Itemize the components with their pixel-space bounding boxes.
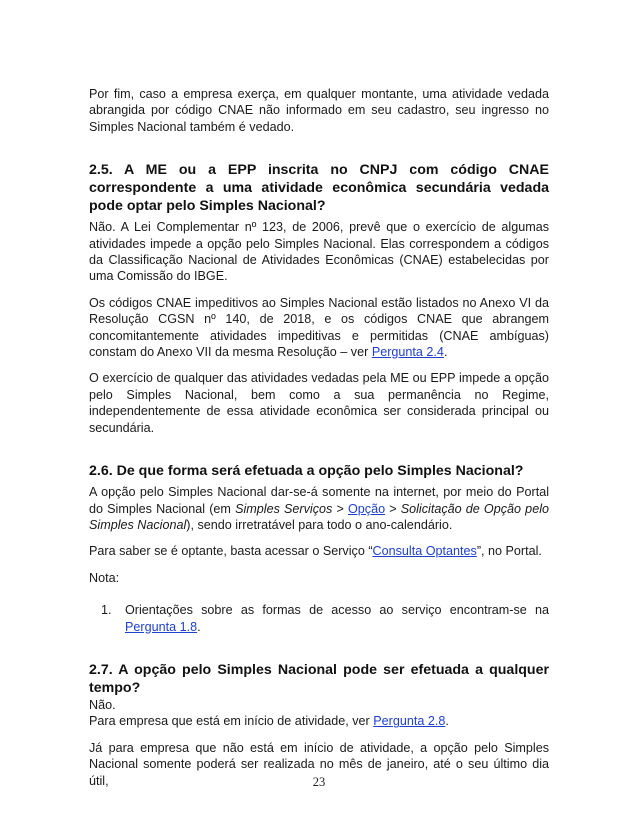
link-pergunta-2-8[interactable]: Pergunta 2.8 — [373, 714, 446, 729]
text-segment: . — [445, 714, 449, 729]
nota-list — [89, 602, 549, 635]
nota-label: Nota: — [89, 570, 120, 585]
section-2-5-paragraph-3: O exercício de qualquer das atividades vedadas pela ME ou EPP impede a opção pelo Simples Nacional, bem como a sua permanência no Regime, independentemente de essa atividade econômica ser considerada principal ou secundária. — [89, 371, 549, 435]
link-pergunta-1-8[interactable]: Pergunta 1.8 — [125, 619, 198, 634]
list-item-number: 1. — [101, 603, 112, 618]
section-2-7-paragraph-3: Já para empresa que não está em início de atividade, a opção pelo Simples Nacional somente poderá ser realizada no mês de janeiro, até o seu último dia útil, — [89, 740, 549, 788]
section-2-6-heading: 2.6. De que forma será efetuada a opção pelo Simples Nacional? — [89, 463, 524, 480]
text-segment: Os códigos CNAE impeditivos ao Simples Nacional estão listados no Anexo VI da Resolução CGSN nº 140, de 2018, e os códigos CNAE que abrangem concomitantemente atividades impeditivas e permitidas (CNAE ambíguas) constam do Anexo VII da mesma Resolução – ver — [89, 295, 549, 360]
section-2-5-paragraph-2 — [89, 295, 549, 361]
intro-paragraph: Por fim, caso a empresa exerça, em qualquer montante, uma atividade vedada abrangida por código CNAE não informado em seu cadastro, seu ingresso no Simples Nacional também é vedado. — [89, 87, 549, 134]
section-2-6-paragraph-1 — [89, 484, 549, 533]
emphasis-simples-servicos: Simples Serviços — [235, 501, 333, 516]
document-page — [89, 86, 549, 789]
page-number: 23 — [312, 775, 326, 789]
link-consulta-optantes[interactable]: Consulta Optantes — [372, 544, 477, 559]
section-2-7-paragraph-2 — [89, 713, 549, 729]
text-segment: Para saber se é optante, basta acessar o Serviço “ — [89, 544, 373, 559]
text-segment: Para empresa que está em início de atividade, ver — [89, 714, 374, 729]
list-item — [89, 602, 549, 635]
section-2-5-paragraph-1: Não. A Lei Complementar nº 123, de 2006, prevê que o exercício de algumas atividades impede a opção pelo Simples Nacional. Elas correspondem a códigos da Classificação Nacional de Atividades Econômicas (CNAE) estabelecidas por uma Comissão do IBGE. — [89, 220, 549, 284]
text-segment: . — [443, 345, 448, 360]
section-2-7-paragraph-1: Não. — [89, 697, 116, 712]
text-segment: ”, no Portal. — [476, 544, 542, 559]
section-2-5-heading: 2.5. A ME ou a EPP inscrita no CNPJ com código CNAE correspondente a uma atividade econômica secundária vedada pode optar pelo Simples Nacional? — [89, 162, 549, 215]
emphasis-solicitacao-opcao: Solicitação de Opção pelo Simples Nacional — [89, 501, 549, 532]
text-segment: > — [332, 501, 348, 516]
link-pergunta-2-4[interactable]: Pergunta 2.4 — [371, 345, 444, 360]
section-2-6-paragraph-2 — [89, 543, 549, 559]
text-segment: Orientações sobre as formas de acesso ao serviço encontram-se na — [125, 603, 549, 618]
section-2-7-heading: 2.7. A opção pelo Simples Nacional pode ser efetuada a qualquer tempo? — [89, 661, 549, 696]
list-item-body — [125, 602, 549, 635]
text-segment: ), sendo irretratável para todo o ano-calendário. — [186, 517, 453, 532]
text-segment: A opção pelo Simples Nacional dar-se-á somente na internet, por meio do Portal do Simples Nacional (em — [89, 485, 549, 516]
link-opcao[interactable]: Opção — [347, 501, 386, 516]
text-segment: . — [197, 619, 201, 634]
text-segment: > — [385, 501, 401, 516]
